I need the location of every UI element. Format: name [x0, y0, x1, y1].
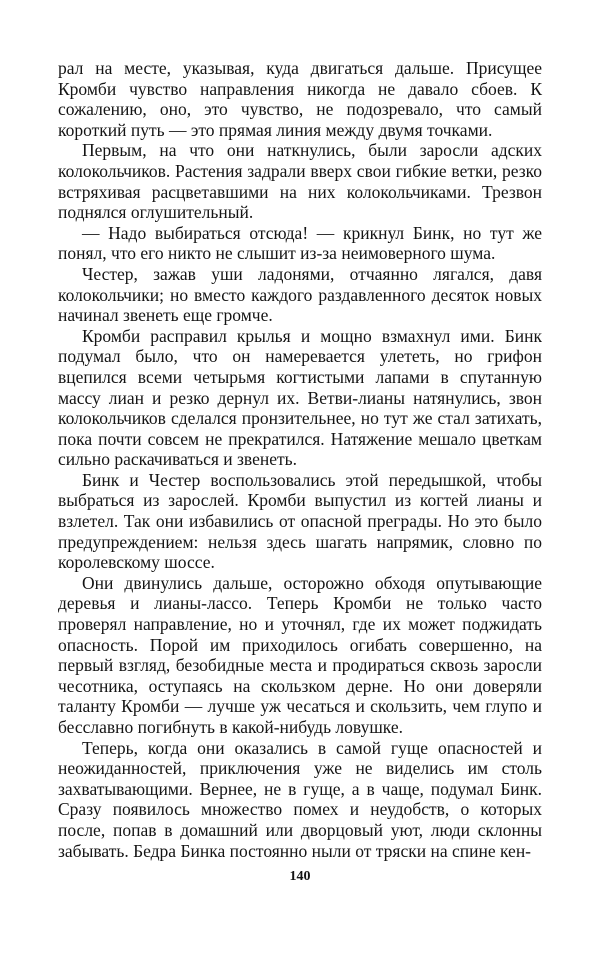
page-body: [58, 58, 542, 861]
paragraph-continuation: рал на месте, указывая, куда двигаться дальше. Присущее Кромби чувство направления никогда не давало сбоев. К сожалению, оно, это чувство, не подозревало, что самый короткий путь — это прямая линия между двумя точками.: [58, 58, 542, 140]
paragraph: Теперь, когда они оказались в самой гуще опасностей и неожиданностей, приключения уже не виделись им столь захватывающими. Вернее, не в гуще, а в чаще, подумал Бинк. Сразу появилось множество помех и неудобств, о которых после, попав в домашний или дворцовый уют, люди склонны забывать. Бедра Бинка постоянно ныли от тряски на спине кен-: [58, 737, 542, 861]
paragraph-dialogue: — Надо выбираться отсюда! — крикнул Бинк, но тут же понял, что его никто не слышит из-за неимоверного шума.: [58, 222, 542, 264]
paragraph: Они двинулись дальше, осторожно обходя опутывающие деревья и лианы-лассо. Теперь Кромби не только часто проверял направление, но и уточнял, где их может поджидать опасность. Порой им приходилось огибать совершенно, на первый взгляд, безобидные места и продираться сквозь заросли чесотника, оступаясь на скользком дерне. Но они доверяли таланту Кромби — лучше уж чесаться и скользить, чем глупо и бесславно погибнуть в какой-нибудь ловушке.: [58, 572, 542, 737]
paragraph: Честер, зажав уши ладонями, отчаянно лягался, давя колокольчики; но вместо каждого раздавленного десяток новых начинал звенеть еще громче.: [58, 263, 542, 326]
paragraph: Кромби расправил крылья и мощно взмахнул ими. Бинк подумал было, что он намеревается улететь, но грифон вцепился всеми четырьмя когтистыми лапами в спутанную массу лиан и резко дернул их. Ветви-лианы натянулись, звон колокольчиков сделался пронзительнее, но тут же стал затихать, пока почти совсем не прекратился. Натяжение мешало цветкам сильно раскачиваться и звенеть.: [58, 325, 542, 470]
paragraph: Первым, на что они наткнулись, были заросли адских колокольчиков. Растения задрали вверх свои гибкие ветки, резко встряхивая расцветавшими на них колокольчиками. Трезвон поднялся оглушительный.: [58, 140, 542, 223]
page-number: 140: [289, 869, 311, 884]
paragraph: Бинк и Честер воспользовались этой передышкой, чтобы выбраться из зарослей. Кромби выпустил из когтей лианы и взлетел. Так они избавились от опасной преграды. Но это было предупреждением: нельзя здесь шагать напрямик, словно по королевскому шоссе.: [58, 469, 542, 573]
